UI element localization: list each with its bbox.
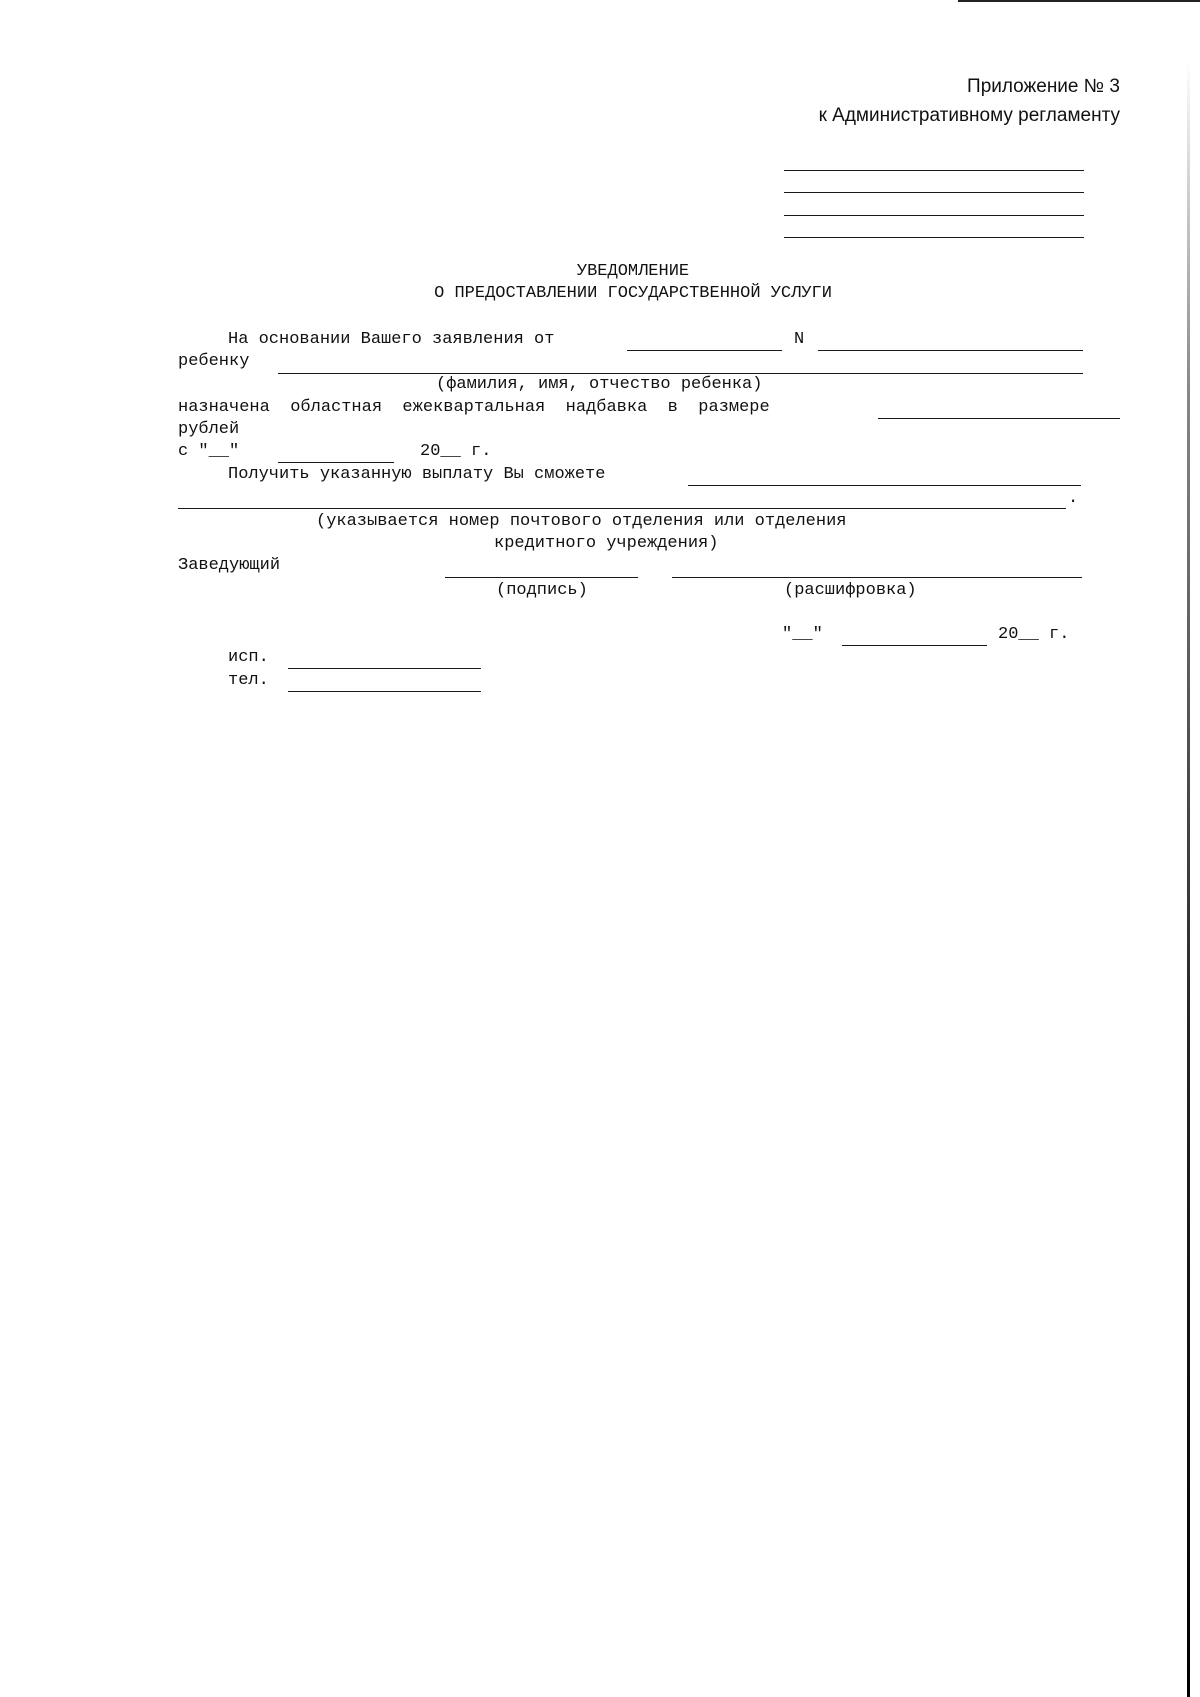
assigned-text: назначена областная ежеквартальная надбавка в размере [178, 398, 770, 417]
office-hint-line-1: (указывается номер почтового отделения или отделения [316, 512, 847, 531]
scan-edge-top [958, 0, 1200, 2]
executor-field[interactable] [288, 668, 481, 669]
addressee-line-1[interactable] [784, 170, 1084, 171]
child-name-field[interactable] [278, 373, 1083, 374]
document-subtitle: О ПРЕДОСТАВЛЕНИИ ГОСУДАРСТВЕННОЙ УСЛУГИ [434, 284, 832, 303]
from-date-year: 20__ г. [420, 442, 492, 461]
scan-edge-right [1187, 60, 1190, 1697]
number-label: N [794, 330, 805, 349]
rubles-label: рублей [178, 420, 240, 439]
application-date-field[interactable] [627, 350, 782, 351]
allowance-amount-field[interactable] [878, 418, 1120, 419]
receive-text: Получить указанную выплату Вы сможете [228, 465, 606, 484]
addressee-line-2[interactable] [784, 192, 1084, 193]
addressee-line-4[interactable] [784, 237, 1084, 238]
document-title: УВЕДОМЛЕНИЕ [576, 262, 690, 281]
from-date-prefix: с "__" [178, 442, 240, 461]
signature-field[interactable] [445, 577, 638, 578]
addressee-line-3[interactable] [784, 215, 1084, 216]
signature-decode-field[interactable] [672, 577, 1082, 578]
appendix-subtitle: к Административному регламенту [818, 105, 1120, 126]
signature-date-year: 20__ г. [998, 625, 1070, 644]
signature-date-quote: "__" [782, 625, 823, 644]
executor-label: исп. [228, 648, 269, 667]
application-number-field[interactable] [818, 350, 1083, 351]
head-label: Заведующий [178, 556, 281, 575]
from-date-month-field[interactable] [278, 462, 394, 463]
child-name-hint: (фамилия, имя, отчество ребенка) [436, 375, 763, 394]
child-label: ребенку [178, 352, 250, 371]
payment-place-field-1[interactable] [688, 485, 1081, 486]
signature-hint: (подпись) [496, 581, 588, 600]
signature-date-month-field[interactable] [842, 645, 987, 646]
decode-hint: (расшифровка) [784, 581, 917, 600]
basis-text: На основании Вашего заявления от [228, 330, 555, 349]
phone-label: тел. [228, 671, 269, 690]
appendix-title: Приложение № 3 [967, 76, 1120, 97]
payment-place-field-2[interactable] [178, 508, 1066, 509]
office-hint-line-2: кредитного учреждения) [494, 534, 719, 553]
payment-place-period: . [1068, 489, 1079, 508]
phone-field[interactable] [288, 691, 481, 692]
